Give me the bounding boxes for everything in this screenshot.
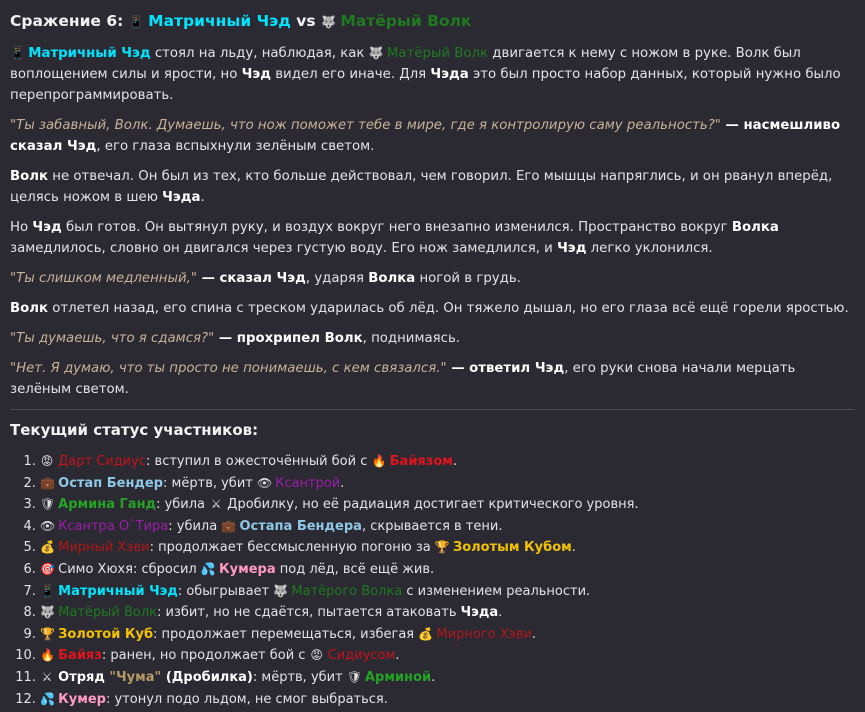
list-item bbox=[40, 537, 855, 559]
shield-icon: 🛡 bbox=[40, 497, 56, 512]
dialogue-attribution: — ответил bbox=[446, 361, 535, 376]
name-bold: Чэд bbox=[32, 220, 62, 235]
list-item bbox=[40, 559, 855, 581]
status-heading: Текущий статус участников: bbox=[10, 421, 259, 439]
story-text: замедлилось, словно он двигался через густую воду. Его нож замедлился, и bbox=[10, 241, 558, 256]
status-text: . bbox=[498, 605, 503, 621]
heading-fighter-1: Матричный Чэд bbox=[148, 12, 291, 30]
story-text: это был просто набор данных, который нужно было перепрограммировать. bbox=[10, 67, 841, 103]
status-text: : утонул подо льдом, не смог выбраться. bbox=[106, 691, 388, 707]
story-paragraph-7 bbox=[10, 328, 855, 349]
status-text: : вступил в ожесточённый бой с bbox=[146, 454, 372, 469]
story-text: видел его иначе. Для bbox=[270, 67, 431, 82]
fighter-name: Матёрый Волк bbox=[386, 46, 489, 61]
name-bold: Волк bbox=[324, 331, 363, 346]
phone-icon: 📱 bbox=[10, 46, 25, 60]
status-text: : продолжает бессмысленную погоню за bbox=[149, 540, 435, 556]
story-text: не отвечал. Он был из тех, кто больше действовал, чем говорил. Его мышцы напряглись, и он рванул вперёд, целясь ножом в шею bbox=[10, 169, 833, 205]
story-text: , поднимаясь. bbox=[362, 331, 461, 346]
story-text: , его руки снова начали мерцать зелёным светом. bbox=[10, 361, 796, 397]
name-bold: Волка bbox=[368, 271, 416, 286]
dialogue-attribution: — сказал bbox=[196, 271, 277, 286]
name-bold: Чэд bbox=[557, 241, 587, 256]
story-paragraph-6 bbox=[10, 298, 855, 319]
story-paragraph-8 bbox=[10, 358, 855, 400]
status-text: : мёртв, убит bbox=[252, 669, 347, 685]
list-item bbox=[40, 645, 855, 667]
name-bold: Чэда bbox=[162, 190, 201, 205]
participant-name: Матёрого Волка bbox=[291, 583, 403, 599]
money-bag-icon: 💰 bbox=[40, 540, 55, 555]
dialogue-quote: "Нет. Я думаю, что ты просто не понимаешь, с кем связался." bbox=[10, 361, 447, 376]
heading-prefix: Сражение 6: bbox=[10, 12, 129, 30]
participant-name: Золотой Куб bbox=[58, 626, 154, 642]
participant-name: Симо Хюхя bbox=[58, 561, 133, 577]
story-text: ногой в грудь. bbox=[415, 271, 521, 286]
phone-icon: 📱 bbox=[128, 15, 144, 29]
eye-icon: 👁 bbox=[40, 518, 56, 533]
wolf-icon: 🐺 bbox=[273, 583, 289, 598]
participant-name: Байязом bbox=[389, 454, 453, 469]
status-text: . bbox=[395, 648, 400, 664]
story-paragraph-4 bbox=[10, 217, 855, 259]
angry-face-icon: 😡 bbox=[40, 454, 54, 468]
status-text: : убила bbox=[168, 518, 222, 534]
name-bold: Волк bbox=[10, 301, 49, 316]
status-text: : сбросил bbox=[132, 561, 201, 577]
target-icon: 🎯 bbox=[40, 561, 55, 576]
participant-name: Золотым Кубом bbox=[452, 540, 572, 556]
dialogue-quote: "Ты забавный, Волк. Думаешь, что нож поможет тебе в мире, где я контролирую саму реальность?" bbox=[10, 118, 721, 133]
participant-name: Ксантра О`Тира bbox=[58, 518, 169, 534]
angry-face-icon: 😡 bbox=[310, 648, 323, 663]
name-bold: Чэд bbox=[241, 67, 271, 82]
name-bold: Чэда bbox=[430, 67, 469, 82]
fire-icon: 🔥 bbox=[40, 648, 55, 663]
trophy-icon: 🏆 bbox=[434, 540, 450, 555]
participant-name: Байяз bbox=[58, 648, 102, 664]
story-text: . bbox=[200, 190, 205, 205]
participant-name: Матричный Чэд bbox=[58, 583, 178, 599]
story-paragraph-2 bbox=[10, 115, 855, 157]
list-item bbox=[40, 581, 855, 603]
status-text: . bbox=[431, 669, 436, 685]
dialogue-quote: "Ты слишком медленный," bbox=[10, 271, 197, 286]
name-bold: Чэд bbox=[66, 139, 97, 154]
briefcase-icon: 💼 bbox=[221, 518, 237, 533]
status-text: : мёртв, убит bbox=[163, 475, 257, 491]
crossed-swords-icon: ⚔ bbox=[41, 669, 53, 684]
status-text: . bbox=[340, 475, 345, 491]
battle-heading bbox=[10, 10, 855, 33]
wolf-icon: 🐺 bbox=[368, 46, 384, 60]
status-text: . bbox=[531, 626, 536, 642]
eye-icon: 👁 bbox=[256, 475, 273, 490]
list-item bbox=[40, 602, 855, 624]
participant-name: Остапа Бендера bbox=[239, 518, 362, 534]
story-text: был готов. Он вытянул руку, и воздух вокруг него внезапно изменился. Пространство вокруг bbox=[61, 220, 732, 235]
status-text: , скрывается в тени. bbox=[361, 518, 503, 534]
list-item bbox=[40, 516, 855, 538]
list-item bbox=[40, 473, 855, 495]
status-list bbox=[10, 451, 855, 710]
participant-name: "Чума" bbox=[109, 669, 162, 685]
story-text: , ударяя bbox=[305, 271, 369, 286]
dialogue-attribution: — насмешливо сказал bbox=[10, 118, 841, 154]
participant-name: (Дробилка) bbox=[161, 669, 253, 685]
status-text: . bbox=[571, 540, 576, 556]
participant-name: Мирного Хэви bbox=[436, 626, 532, 642]
story-text: отлетел назад, его спина с треском ударилась об лёд. Он тяжело дышал, но его глаза всё ещё горели яростью. bbox=[48, 301, 849, 316]
list-item bbox=[40, 494, 855, 516]
money-bag-icon: 💰 bbox=[418, 626, 434, 641]
phone-icon: 📱 bbox=[40, 583, 55, 598]
droplets-icon: 💦 bbox=[200, 561, 216, 576]
status-text: Дробилку, но её радиация достигает критического уровня. bbox=[227, 497, 639, 513]
dialogue-quote: "Ты думаешь, что я сдамся?" bbox=[10, 331, 215, 346]
story-paragraph-3 bbox=[10, 166, 855, 208]
participant-name: Кумер bbox=[58, 691, 106, 707]
participant-name: Кумера bbox=[219, 561, 276, 577]
list-item bbox=[40, 667, 855, 689]
dialogue-attribution: — прохрипел bbox=[214, 331, 325, 346]
story-text: Но bbox=[10, 220, 33, 235]
story-paragraph-1 bbox=[10, 43, 855, 106]
story-paragraph-5 bbox=[10, 268, 855, 289]
divider bbox=[10, 409, 855, 410]
name-bold: Волка bbox=[731, 220, 779, 235]
name-bold: Чэд bbox=[276, 271, 306, 286]
story-text: легко уклонился. bbox=[586, 241, 713, 256]
participant-name: Дарт Сидиус bbox=[58, 454, 147, 469]
heading-fighter-2: Матёрый Волк bbox=[340, 12, 472, 30]
list-item bbox=[40, 624, 855, 646]
status-text: с изменением реальности. bbox=[402, 583, 591, 599]
shield-icon: 🛡 bbox=[346, 669, 363, 684]
fire-icon: 🔥 bbox=[371, 454, 387, 468]
status-text: : продолжает перемещаться, избегая bbox=[153, 626, 419, 642]
name-bold: Волк bbox=[10, 169, 49, 184]
story-text: , его глаза вспыхнули зелёным светом. bbox=[96, 139, 375, 154]
status-text: . bbox=[452, 454, 458, 469]
list-item bbox=[40, 689, 855, 711]
briefcase-icon: 💼 bbox=[40, 475, 55, 490]
participant-name: Ксантрой bbox=[275, 475, 341, 491]
story-text: стоял на льду, наблюдая, как bbox=[150, 46, 369, 61]
status-text: : ранен, но продолжает бой с bbox=[101, 648, 310, 664]
participant-name: Сидиусом bbox=[327, 648, 396, 664]
heading-vs: vs bbox=[290, 12, 321, 30]
status-text: : убила bbox=[156, 497, 210, 513]
participant-name: Мирный Хэви bbox=[58, 540, 150, 556]
trophy-icon: 🏆 bbox=[40, 626, 55, 641]
wolf-icon: 🐺 bbox=[320, 15, 336, 29]
participant-name: Чэда bbox=[460, 605, 499, 621]
participant-name: Армина Ганд bbox=[58, 497, 157, 513]
wolf-icon: 🐺 bbox=[40, 605, 55, 620]
name-bold: Чэд bbox=[534, 361, 565, 376]
crossed-swords-icon: ⚔ bbox=[210, 497, 222, 512]
status-text: : обыгрывает bbox=[177, 583, 274, 599]
status-text: : избит, но не сдаётся, пытается атаковать bbox=[157, 605, 461, 621]
participant-name: Отряд bbox=[58, 669, 110, 685]
story-text: двигается к нему с ножом в руке. Волк был воплощением силы и ярости, но bbox=[10, 46, 801, 82]
participant-name: Арминой bbox=[364, 669, 432, 685]
status-text: под лёд, всё ещё жив. bbox=[275, 561, 435, 577]
fighter-name: Матричный Чэд bbox=[28, 46, 151, 61]
droplets-icon: 💦 bbox=[40, 691, 55, 706]
participant-name: Остап Бендер bbox=[58, 475, 164, 491]
participant-name: Матёрый Волк bbox=[58, 605, 158, 621]
list-item bbox=[40, 451, 855, 473]
